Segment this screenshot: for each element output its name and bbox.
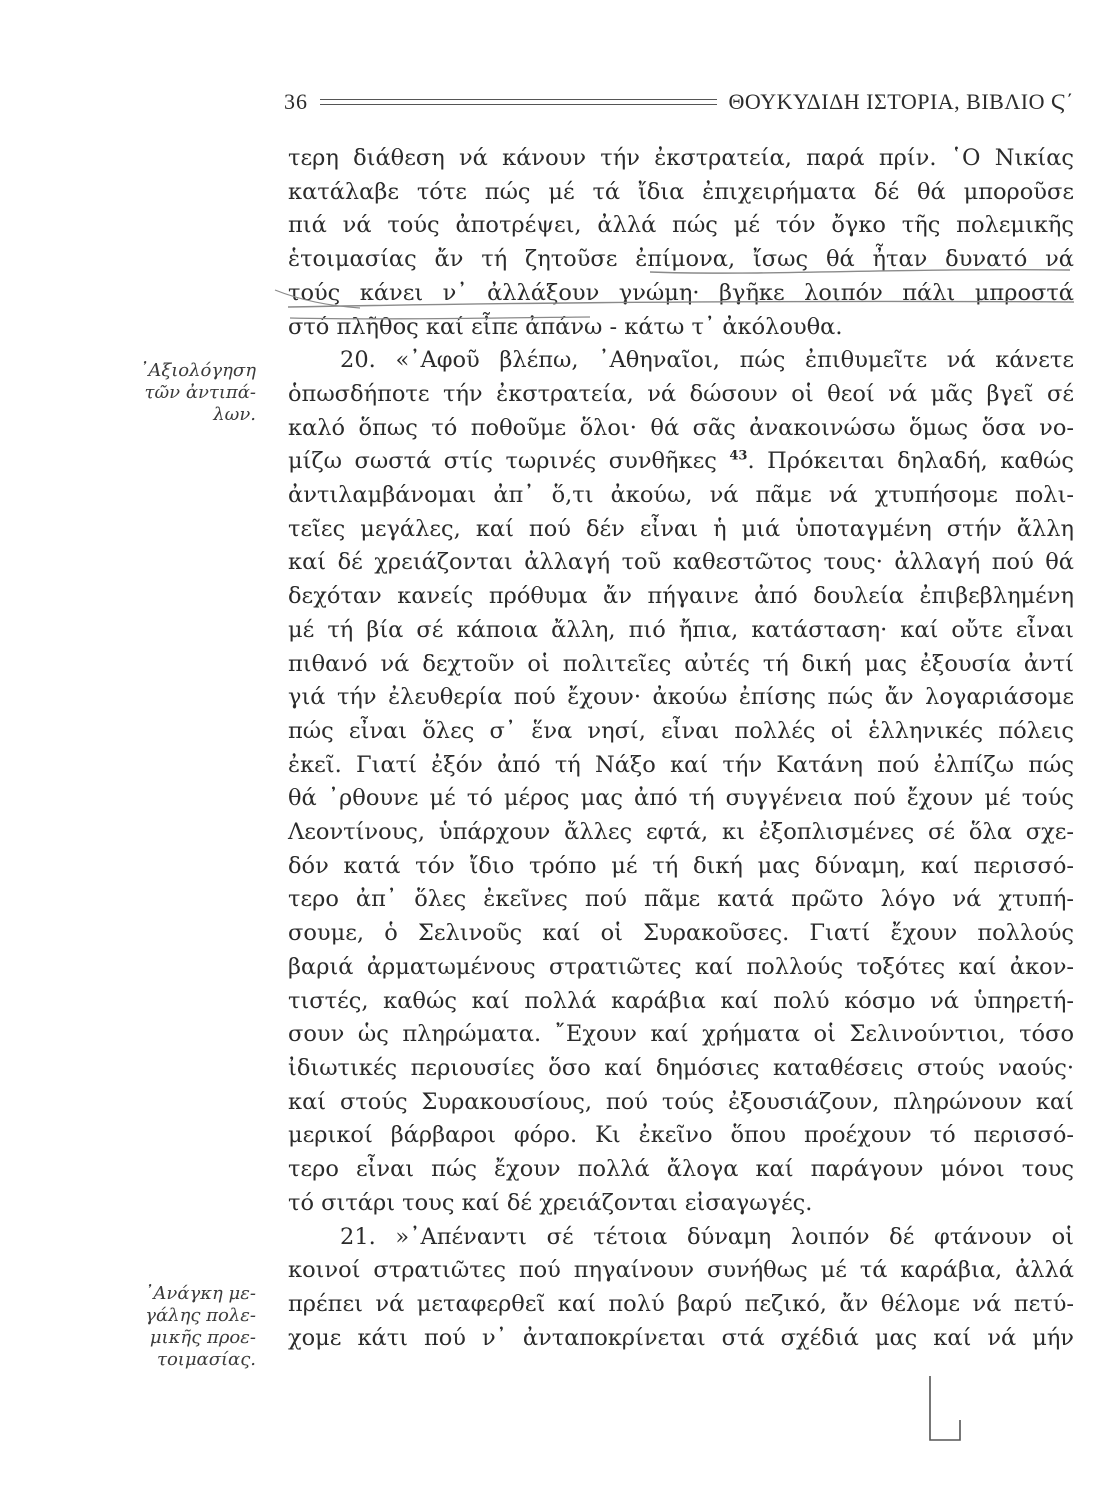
paragraph-20 (288, 344, 1074, 1220)
text-line: τεῖες μεγάλες, καί πού δέν εἶναι ἡ μιά ὑποταγμένη στήν ἄλλη (288, 515, 1074, 542)
margin-note-line: ᾿Αξιολόγηση (139, 360, 256, 381)
margin-note-line: λων. (213, 404, 256, 425)
margin-note-line: τῶν ἀντιπά- (144, 382, 256, 403)
text-line: 21. »᾿Απέναντι σέ τέτοια δύναμη λοιπόν δέ φτάνουν οἱ (340, 1223, 1074, 1250)
text-line-with-note (288, 445, 1074, 479)
text-line: δόν κατά τόν ἴδιο τρόπο μέ τή δική μας δύναμη, καί περισσό- (288, 852, 1074, 879)
text-line: κοινοί στρατιῶτες πού πηγαίνουν συνήθως μέ τά καράβια, ἀλλά (288, 1257, 1074, 1284)
page-number: 36 (284, 89, 308, 114)
text-line: βαριά ἀρματωμένους στρατιῶτες καί πολλούς τοξότες καί ἀκον- (288, 953, 1074, 980)
margin-note-line: μικῆς προε- (149, 1327, 256, 1348)
text-segment: . Πρόκειται δηλαδή, καθώς (747, 448, 1075, 475)
text-line: ἰδιωτικές περιουσίες ὅσο καί δημόσιες καταθέσεις στούς ναούς· (288, 1054, 1074, 1081)
text-line: μέ τή βία σέ κάποια ἄλλη, πιό ἤπια, κατάσταση· καί οὔτε εἶναι (288, 616, 1074, 643)
text-line: τό σιτάρι τους καί δέ χρειάζονται εἰσαγωγές. (288, 1189, 813, 1216)
pencil-bracket (930, 1376, 960, 1440)
text-line: 20. «᾿Αφοῦ βλέπω, ᾿Αθηναῖοι, πώς ἐπιθυμεῖτε νά κάνετε (340, 347, 1074, 374)
text-line: σουμε, ὁ Σελινοῦς καί οἱ Συρακοῦσες. Γιατί ἔχουν πολλούς (288, 920, 1074, 947)
running-header (284, 82, 1074, 122)
text-line: σουν ὡς πληρώματα. ῎Εχουν καί χρήματα οἱ Σελινούντιοι, τόσο (288, 1021, 1074, 1048)
body-text (288, 142, 1074, 1355)
text-line: τούς κάνει ν᾿ ἀλλάξουν γνώμη· βγῆκε λοιπόν πάλι μπροστά (288, 279, 1074, 306)
paragraph-21 (288, 1221, 1074, 1356)
text-line: πώς εἶναι ὅλες σ᾿ ἕνα νησί, εἶναι πολλές οἱ ἑλληνικές πόλεις (288, 717, 1074, 744)
text-line: δεχόταν κανείς πρόθυμα ἄν πήγαινε ἀπό δουλεία ἐπιβεβλημένη (288, 583, 1074, 610)
margin-note-evaluation (96, 360, 256, 426)
text-line: πιθανό νά δεχτοῦν οἱ πολιτεῖες αὐτές τή δική μας ἐξουσία ἀντί (288, 650, 1074, 677)
text-line: τερη διάθεση νά κάνουν τήν ἐκστρατεία, παρά πρίν. ῾Ο Νικίας (288, 145, 1074, 171)
margin-note-preparation (96, 1283, 256, 1371)
text-line: θά ᾿ρθουνε μέ τό μέρος μας ἀπό τή συγγένεια πού ἔχουν μέ τούς (288, 785, 1074, 812)
footnote-ref[interactable]: 43 (729, 448, 748, 464)
text-line: καλό ὅπως τό ποθοῦμε ὅλοι· θά σᾶς ἀνακοινώσω ὅμως ὅσα νο- (288, 414, 1074, 441)
text-line: τιστές, καθώς καί πολλά καράβια καί πολύ κόσμο νά ὑπηρετή- (288, 987, 1074, 1014)
text-line: ἀντιλαμβάνομαι ἀπ᾿ ὅ,τι ἀκούω, νά πᾶμε νά χτυπήσομε πολι- (288, 482, 1074, 509)
running-title: ΘΟΥΚΥΔΙΔΗ ΙΣΤΟΡΙΑ, ΒΙΒΛΙΟ Ϛ΄ (728, 89, 1074, 114)
text-line: γιά τήν ἐλευθερία πού ἔχουν· ἀκούω ἐπίσης πώς ἄν λογαριάσομε (288, 684, 1074, 711)
margin-note-line: τοιμασίας. (156, 1349, 256, 1370)
margin-note-line: ᾿Ανάγκη με- (144, 1283, 256, 1304)
text-line: ὁπωσδήποτε τήν ἐκστρατεία, νά δώσουν οἱ θεοί νά μᾶς βγεῖ σέ (288, 380, 1074, 407)
text-line: ἑτοιμασίας ἄν τή ζητοῦσε ἐπίμονα, ἴσως θά ἦταν δυνατό νά (288, 246, 1074, 273)
text-line: τερο εἶναι πώς ἔχουν πολλά ἄλογα καί παράγουν μόνοι τους (288, 1156, 1074, 1183)
header-rule (320, 99, 717, 105)
text-line: ἐκεῖ. Γιατί ἐξόν ἀπό τή Νάξο καί τήν Κατάνη πού ἐλπίζω πώς (288, 751, 1074, 778)
text-line: πιά νά τούς ἀποτρέψει, ἀλλά πώς μέ τόν ὄγκο τῆς πολεμικῆς (288, 212, 1074, 239)
paragraph-continuation (288, 142, 1074, 344)
text-segment: μίζω σωστά στίς τωρινές συνθῆκες (288, 448, 717, 475)
text-line: καί δέ χρειάζονται ἀλλαγή τοῦ καθεστῶτος τους· ἀλλαγή πού θά (288, 549, 1074, 576)
text-line: πρέπει νά μεταφερθεῖ καί πολύ βαρύ πεζικό, ἄν θέλομε νά πετύ- (288, 1290, 1074, 1317)
text-line: Λεοντίνους, ὑπάρχουν ἄλλες εφτά, κι ἐξοπλισμένες σέ ὅλα σχε- (288, 819, 1074, 846)
text-line: καί στούς Συρακουσίους, πού τούς ἐξουσιάζουν, πληρώνουν καί (288, 1088, 1074, 1115)
text-line: χομε κάτι πού ν᾿ ἀνταποκρίνεται στά σχέδιά μας καί νά μήν (288, 1324, 1074, 1351)
text-line: τερο ἀπ᾿ ὅλες ἐκεῖνες πού πᾶμε κατά πρῶτο λόγο νά χτυπή- (288, 886, 1074, 913)
margin-note-line: γάλης πολε- (145, 1305, 256, 1326)
text-line: μερικοί βάρβαροι φόρο. Κι ἐκεῖνο ὅπου προέχουν τό περισσό- (288, 1122, 1074, 1149)
text-line: κατάλαβε τότε πώς μέ τά ἴδια ἐπιχειρήματα δέ θά μποροῦσε (288, 178, 1074, 205)
text-line: στό πλῆθος καί εἶπε ἀπάνω - κάτω τ᾿ ἀκόλουθα. (288, 313, 843, 340)
